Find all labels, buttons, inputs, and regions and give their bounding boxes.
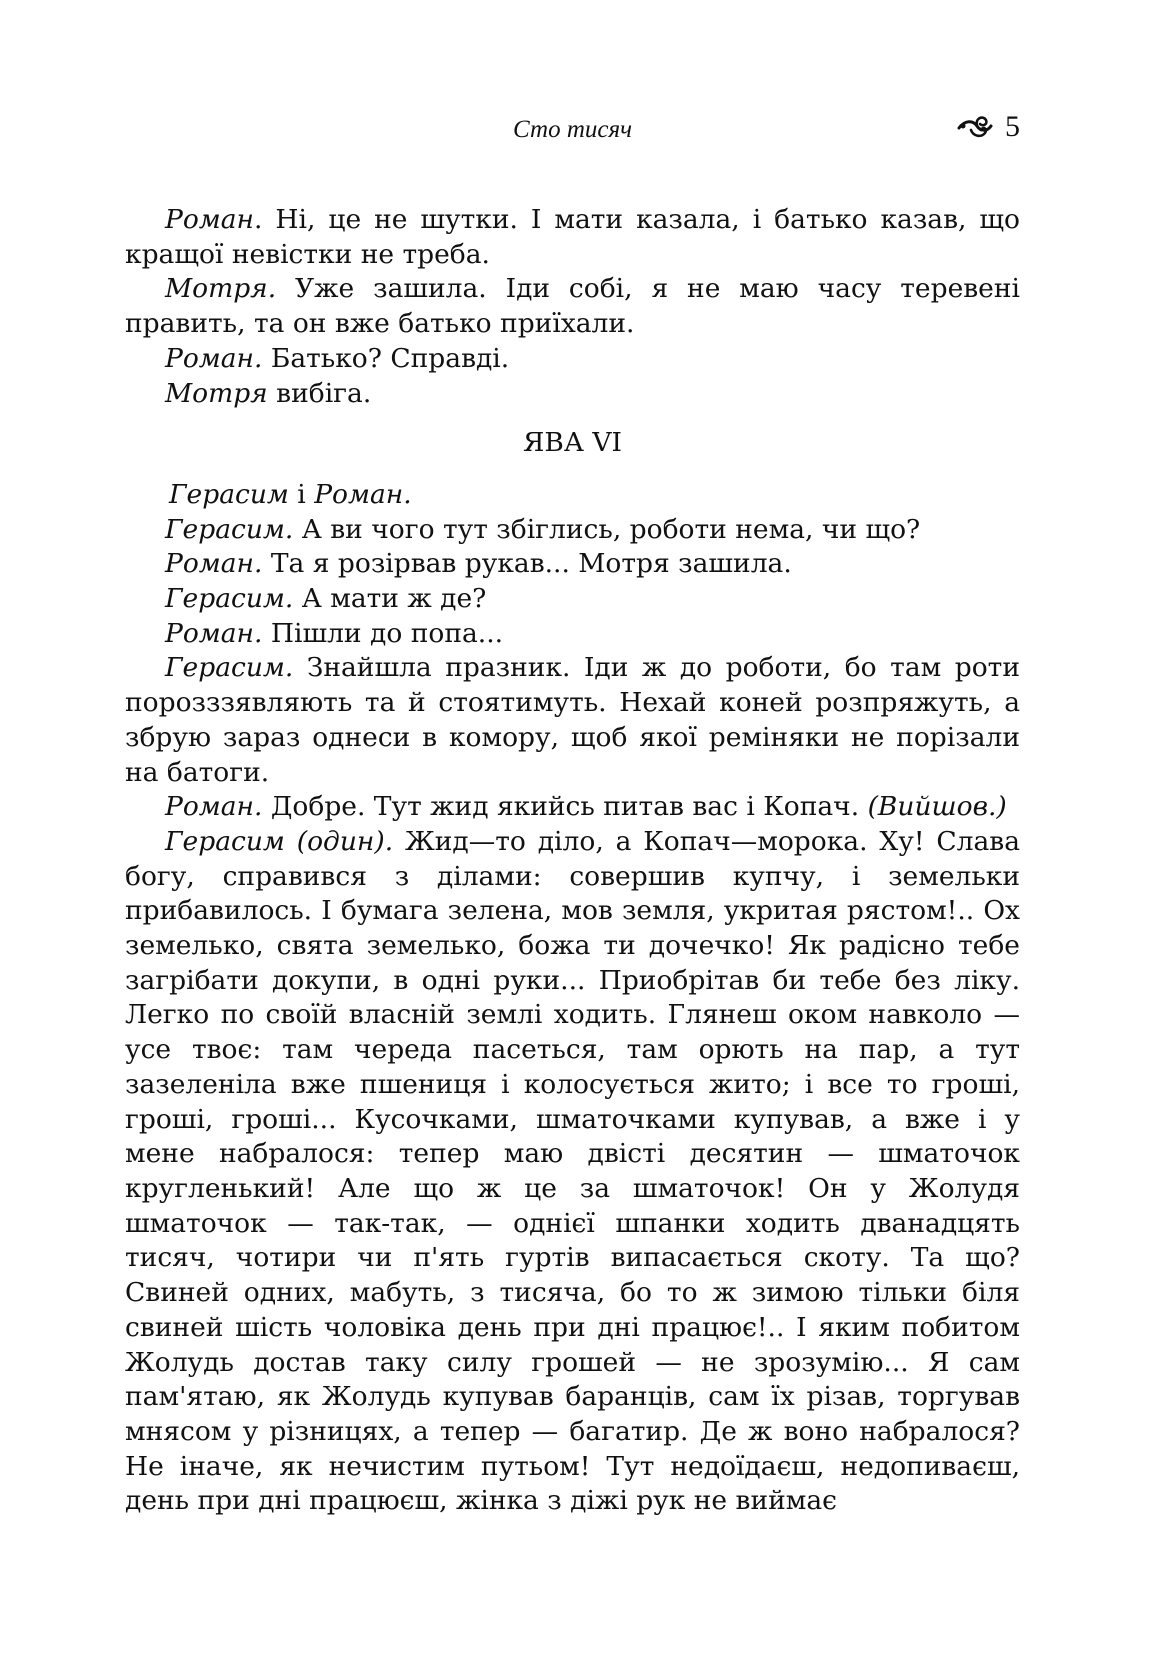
dialogue-text: Та я розірвав рукав... Мотря зашила. [262, 548, 792, 580]
speaker-name: Герасим. [165, 513, 294, 545]
dialogue-line [125, 547, 1020, 582]
cast-conjunction: і [288, 478, 315, 510]
dialogue-text: Добре. Тут жид якийсь питав вас і Копач. [262, 791, 860, 823]
stage-direction [125, 377, 1020, 412]
dialogue-line [125, 513, 1020, 548]
speaker-name: Роман. [165, 342, 263, 374]
cast-line [125, 478, 1020, 513]
dialogue-line [125, 342, 1020, 377]
running-title: Сто тисяч [512, 116, 633, 143]
speaker-name: Роман. [165, 548, 263, 580]
speaker-name: Роман. [165, 791, 263, 823]
running-header [125, 110, 1020, 154]
dialogue-line [125, 203, 1020, 272]
dialogue-text: вибіга. [267, 377, 372, 409]
dialogue-text: Знайшла празник. Іди ж до роботи, бо там роти порозззявляють та й стоятимуть. Нехай коней розпряжуть, а збрую зараз однеси в комору, щоб якої реміняки не порізали на батоги. [125, 652, 1020, 788]
monologue [125, 825, 1020, 1519]
speaker-name: Роман [165, 204, 255, 235]
speaker-name: Роман. [165, 617, 263, 649]
dialogue-text: Пішли до попа... [262, 617, 504, 649]
speaker-name: Герасим. [165, 652, 294, 684]
page-number: 5 [1005, 110, 1020, 143]
page-number-block [957, 110, 1020, 144]
dialogue-text: А мати ж де? [293, 583, 487, 615]
cast-name: Герасим [169, 478, 289, 510]
speaker-name: Герасим. [165, 583, 294, 615]
dialogue-text: Ні, це не шутки. І мати казала, і батько казав, що кращої невістки не треба. [125, 204, 1020, 270]
dialogue-text: Батько? Справді. [262, 342, 510, 374]
dialogue-text: Жид—то діло, а Копач—морока. Ху! Слава богу, справився з ділами: совершив купчу, і земельки прибавилось. І бумага зелена, мов земля, укритая рястом!.. Ох земелько, свята земелько, божа ти дочечко! Як радісно тебе загрібати докупи, в одні руки... Приобрітав би тебе без ліку. Легко по своїй власній землі ходить. Глянеш оком навколо — усе твоє: там череда пасеться, там орють на пар, а тут зазеленіла вже пшениця і колосується жито; і все то гроші, гроші, гроші... Кусочками, шматочками купував, а вже і у мене набралося: тепер маю двісті десятин — шматочок кругленький! Але що ж це за шматочок! Он у Жолудя шматочок — так-так, — однієї шпанки ходить дванадцять тисяч, чотири чи п'ять гуртів випасається скоту. Та що? Свиней одних, мабуть, з тисяча, бо то ж зимою тільки біля свиней шість чоловіка день при дні працює!.. І яким побитом Жолудь достав таку силу грошей — не зрозумію... Я сам пам'ятаю, як Жолудь купував баранців, сам їх різав, торгував мнясом у різницях, а тепер — багатир. Де ж воно набралося? Не іначе, як нечистим путьом! Тут недоїдаєш, недопиваєш, день при дні працюєш, жінка з діжі рук не виймає [125, 825, 1020, 1517]
speaker-name: Мотря. [165, 273, 277, 305]
body-text [125, 203, 1020, 1519]
speaker-name: Мотря [165, 377, 268, 409]
dialogue-line [125, 582, 1020, 617]
dialogue-line [125, 272, 1020, 341]
dialogue-line [125, 790, 1020, 825]
fleuron-ornament-icon [957, 114, 995, 140]
cast-name: Роман. [314, 478, 412, 510]
dialogue-text: Уже зашила. Іди собі, я не маю часу теревені править, та он вже батько приїхали. [125, 273, 1020, 340]
speaker-name: Герасим (один). [165, 825, 394, 857]
scene-heading: ЯВА VI [523, 427, 622, 459]
stage-direction-inline: (Вийшов.) [867, 791, 1007, 823]
dialogue-text: А ви чого тут збіглись, роботи нема, чи що? [293, 513, 921, 545]
dialogue-line [125, 651, 1020, 790]
speaker-punct: . [254, 204, 263, 235]
dialogue-line [125, 617, 1020, 652]
